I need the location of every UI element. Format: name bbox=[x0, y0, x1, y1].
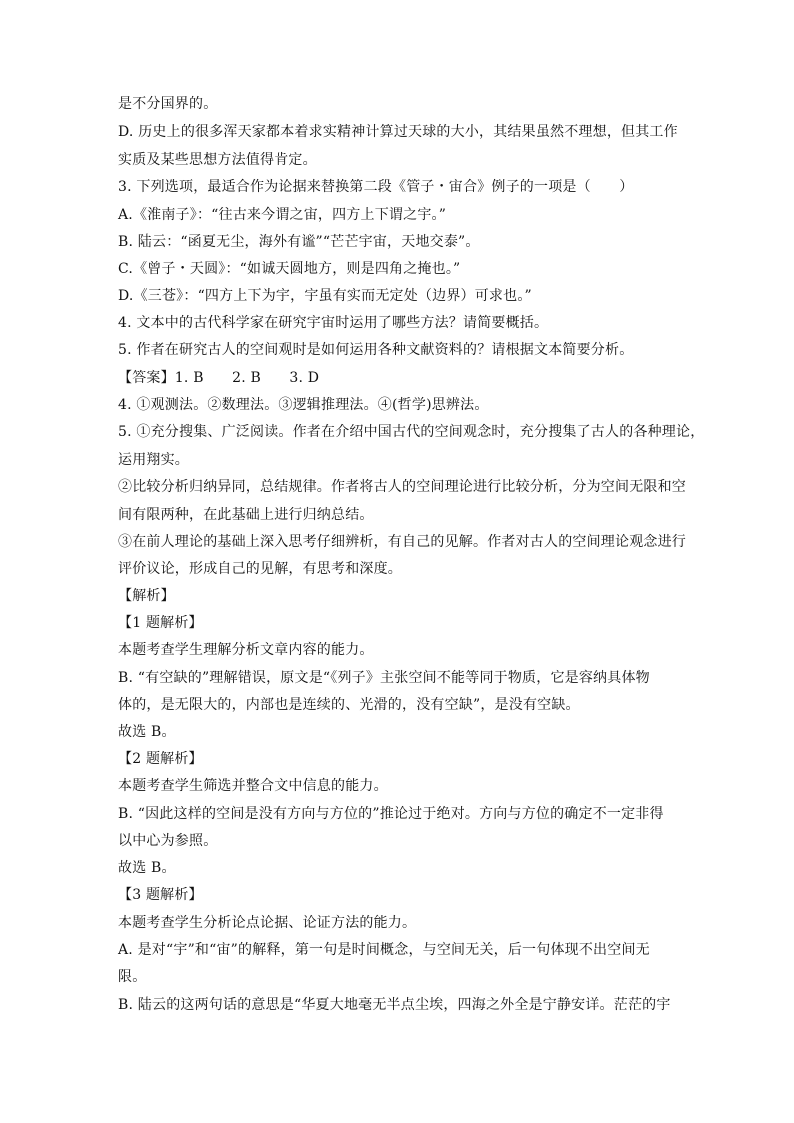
text-line: A. 是对“宇”和“宙”的解释，第一句是时间概念，与空间无关，后一句体现不出空间无 bbox=[118, 942, 650, 958]
text-line: 本题考查学生筛选并整合文中信息的能力。 bbox=[118, 778, 388, 794]
option-b: B. 陆云：“函夏无尘，海外有谧”“芒芒宇宙，天地交泰”。 bbox=[118, 234, 480, 250]
text-line: 以中心为参照。 bbox=[118, 833, 218, 849]
text-line: B. “因此这样的空间是没有方向与方位的”推论过于绝对。方向与方位的确定不一定非得 bbox=[118, 806, 664, 822]
option-d: D.《三苍》：“四方上下为宇，宇虽有实而无定处（边界）可求也。” bbox=[118, 288, 532, 304]
text-line: 本题考查学生理解分析文章内容的能力。 bbox=[118, 642, 374, 658]
text-line: 评价议论，形成自己的见解，有思考和深度。 bbox=[118, 561, 402, 577]
text-line: 限。 bbox=[118, 969, 147, 985]
text-line: 间有限两种，在此基础上进行归纳总结。 bbox=[118, 507, 374, 523]
option-c: C.《曾子・天圆》：“如诚天圆地方，则是四角之掩也。” bbox=[118, 261, 461, 277]
text-line: B. 陆云的这两句话的意思是“华夏大地毫无半点尘埃，四海之外全是宁静安详。茫茫的宇 bbox=[118, 997, 671, 1013]
answer-4: 4. ①观测法。②数理法。③逻辑推理法。④(哲学)思辨法。 bbox=[118, 397, 489, 413]
text-line: ③在前人理论的基础上深入思考仔细辨析，有自己的见解。作者对古人的空间理论观念进行 bbox=[118, 534, 686, 550]
text-line: 本题考查学生分析论点论据、论证方法的能力。 bbox=[118, 915, 417, 931]
q2-analysis-heading: 【2 题解析】 bbox=[118, 751, 203, 767]
question-4: 4. 文本中的古代科学家在研究宇宙时运用了哪些方法？请简要概括。 bbox=[118, 315, 549, 331]
text-line: 运用翔实。 bbox=[118, 452, 189, 468]
question-3: 3. 下列选项，最适合作为论据来替换第二段《管子・宙合》例子的一项是（ ） bbox=[118, 179, 634, 195]
text-line: 体的，是无限大的，内部也是连续的、光滑的，没有空缺”，是没有空缺。 bbox=[118, 697, 580, 713]
option-a: A.《淮南子》：“往古来今谓之宙，四方上下谓之宇。” bbox=[118, 207, 447, 223]
answer-heading: 【答案】1. B 2. B 3. D bbox=[118, 370, 320, 386]
text-line: 实质及某些思想方法值得肯定。 bbox=[118, 152, 317, 168]
q1-analysis-heading: 【1 题解析】 bbox=[118, 615, 203, 631]
text-line: B. “有空缺的”理解错误，原文是“《列子》主张空间不能等同于物质，它是容纳具体物 bbox=[118, 670, 650, 686]
text-line: 是不分国界的。 bbox=[118, 96, 218, 112]
answer-5: 5. ①充分搜集、广泛阅读。作者在介绍中国古代的空间观念时，充分搜集了古人的各种理论， bbox=[118, 424, 705, 440]
text-line: 故选 B。 bbox=[118, 724, 176, 740]
text-line: D. 历史上的很多浑天家都本着求实精神计算过天球的大小，其结果虽然不理想，但其工作 bbox=[118, 124, 678, 140]
q3-analysis-heading: 【3 题解析】 bbox=[118, 887, 203, 903]
text-line: 故选 B。 bbox=[118, 860, 176, 876]
question-5: 5. 作者在研究古人的空间观时是如何运用各种文献资料的？请根据文本简要分析。 bbox=[118, 342, 634, 358]
analysis-heading: 【解析】 bbox=[118, 588, 175, 604]
text-line: ②比较分析归纳异同，总结规律。作者将古人的空间理论进行比较分析，分为空间无限和空 bbox=[118, 479, 686, 495]
